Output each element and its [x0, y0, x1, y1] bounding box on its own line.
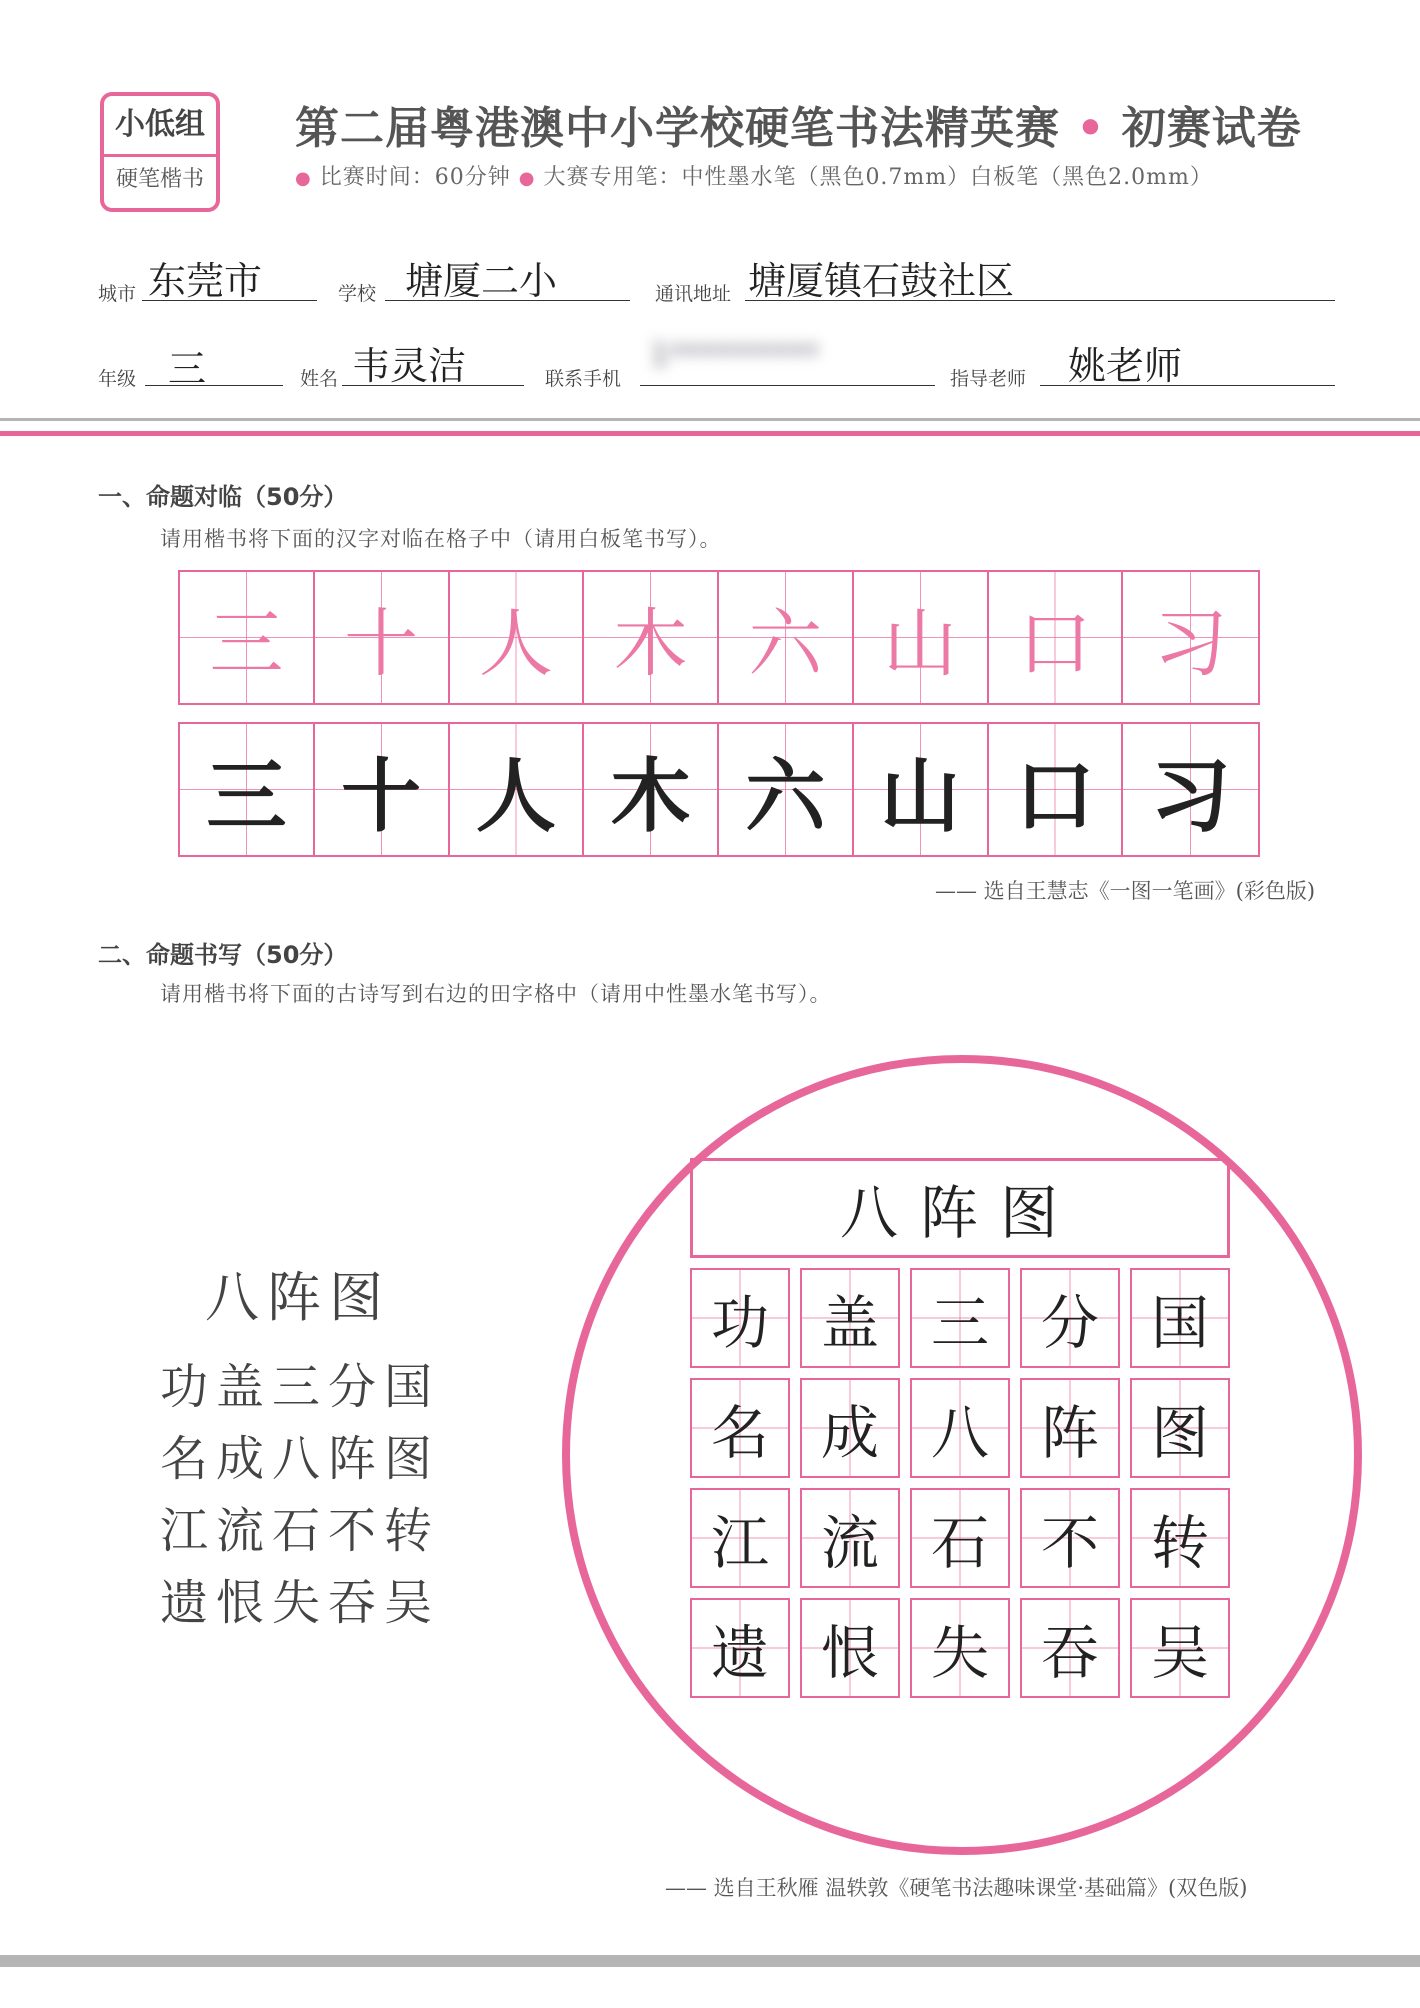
city-value: 东莞市: [148, 259, 263, 303]
section2-title: 二、命题书写（50分）: [98, 941, 348, 969]
address-label: 通讯地址: [655, 283, 732, 305]
model-character-row: [178, 570, 1260, 705]
name-label: 姓名: [300, 368, 339, 390]
answer-grid: [690, 1268, 1230, 1708]
poem-line: 遗恨失吞吴: [160, 1575, 441, 1631]
grid-cell: 三: [180, 724, 315, 855]
grid-cell: 六: [719, 724, 854, 855]
copy-character-row: [178, 722, 1260, 857]
footer-bar: [0, 1955, 1420, 1967]
grid-cell: 十: [315, 572, 450, 703]
answer-cell: 转: [1130, 1488, 1230, 1588]
answer-cell: 流: [800, 1488, 900, 1588]
name-underline: [342, 385, 524, 386]
grid-cell: 口: [989, 724, 1124, 855]
phone-underline: [640, 385, 935, 386]
name-value: 韦灵洁: [352, 344, 467, 388]
grid-cell: 习: [1123, 724, 1258, 855]
answer-cell: 恨: [800, 1598, 900, 1698]
section2-instructions: 请用楷书将下面的古诗写到右边的田字格中（请用中性墨水笔书写）。: [160, 982, 832, 1006]
answer-row: [690, 1488, 1230, 1588]
group-badge: [100, 92, 220, 212]
phone-label: 联系手机: [545, 368, 622, 390]
school-underline: [385, 300, 630, 301]
header-divider-bottom: [0, 431, 1420, 436]
section1-source: —— 选自王慧志《一图一笔画》(彩色版): [935, 879, 1316, 903]
grid-cell: 人: [450, 572, 585, 703]
answer-poem-title: 八阵图: [690, 1158, 1230, 1258]
teacher-underline: [1040, 385, 1335, 386]
grid-cell: 木: [584, 724, 719, 855]
answer-cell: 图: [1130, 1378, 1230, 1478]
grade-label: 年级: [98, 368, 137, 390]
answer-cell: 遗: [690, 1598, 790, 1698]
grid-cell: 木: [584, 572, 719, 703]
answer-cell: 江: [690, 1488, 790, 1588]
bullet-icon: ●: [518, 168, 536, 189]
poem-title: 八阵图: [205, 1266, 391, 1329]
answer-cell: 名: [690, 1378, 790, 1478]
answer-cell: 成: [800, 1378, 900, 1478]
badge-group-label: 小低组: [104, 96, 216, 157]
answer-cell: 国: [1130, 1268, 1230, 1368]
exam-time: 比赛时间：60分钟: [319, 165, 511, 190]
answer-cell: 吴: [1130, 1598, 1230, 1698]
section1-instructions: 请用楷书将下面的汉字对临在格子中（请用白板笔书写）。: [160, 527, 722, 551]
grid-cell: 三: [180, 572, 315, 703]
address-underline: [745, 300, 1335, 301]
exam-subtitle: [295, 160, 1213, 191]
school-value: 塘厦二小: [405, 259, 558, 303]
poem-line: 功盖三分国: [160, 1359, 441, 1415]
section2-source: —— 选自王秋雁 温轶敦《硬笔书法趣味课堂·基础篇》(双色版): [665, 1876, 1248, 1900]
section1-title: 一、命题对临（50分）: [98, 483, 348, 511]
grid-cell: 人: [450, 724, 585, 855]
header-divider-top: [0, 418, 1420, 421]
grid-cell: 六: [719, 572, 854, 703]
poem-line: 江流石不转: [160, 1503, 441, 1559]
answer-cell: 石: [910, 1488, 1010, 1588]
answer-cell: 盖: [800, 1268, 900, 1368]
answer-cell: 失: [910, 1598, 1010, 1698]
grade-underline: [145, 385, 283, 386]
exam-pens: 大赛专用笔：中性墨水笔（黑色0.7mm）白板笔（黑色2.0mm）: [543, 165, 1213, 190]
title-tail: 初赛试卷: [1121, 103, 1302, 154]
poem-line: 名成八阵图: [160, 1431, 441, 1487]
badge-style-label: 硬笔楷书: [115, 167, 204, 192]
title-separator: •: [1076, 103, 1106, 154]
answer-cell: 阵: [1020, 1378, 1120, 1478]
city-underline: [142, 300, 317, 301]
grid-cell: 十: [315, 724, 450, 855]
page-title: [295, 92, 1302, 156]
answer-row: [690, 1268, 1230, 1368]
school-label: 学校: [338, 283, 377, 305]
bullet-icon: ●: [295, 168, 312, 189]
answer-cell: 功: [690, 1268, 790, 1368]
answer-row: [690, 1378, 1230, 1478]
answer-cell: 三: [910, 1268, 1010, 1368]
grade-value: 三: [168, 347, 207, 391]
title-main: 第二届粤港澳中小学校硬笔书法精英赛: [295, 103, 1060, 154]
teacher-label: 指导老师: [950, 368, 1027, 390]
teacher-value: 姚老师: [1068, 344, 1183, 388]
answer-cell: 分: [1020, 1268, 1120, 1368]
answer-row: [690, 1598, 1230, 1698]
grid-cell: 习: [1123, 572, 1258, 703]
answer-cell: 吞: [1020, 1598, 1120, 1698]
answer-cell: 不: [1020, 1488, 1120, 1588]
address-value: 塘厦镇石鼓社区: [748, 259, 1015, 303]
grid-cell: 山: [854, 572, 989, 703]
city-label: 城市: [98, 283, 137, 305]
grid-cell: 山: [854, 724, 989, 855]
answer-cell: 八: [910, 1378, 1010, 1478]
phone-value: 1**********: [650, 338, 820, 373]
grid-cell: 口: [989, 572, 1124, 703]
